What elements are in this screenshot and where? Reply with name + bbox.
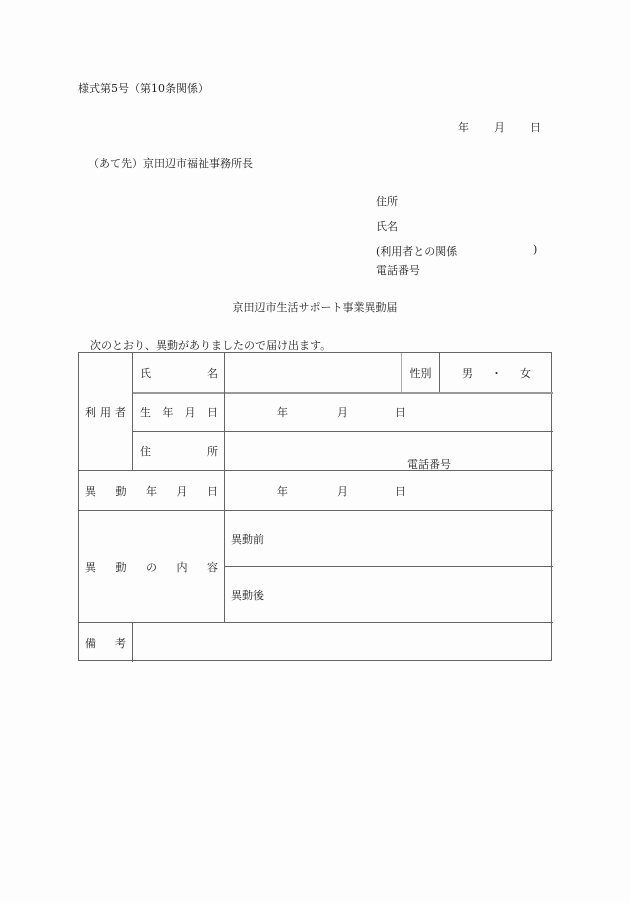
birthdate-field[interactable] bbox=[225, 393, 553, 431]
addressee: （あて先）京田辺市福祉事務所長 bbox=[88, 157, 253, 170]
label-char: 内 bbox=[176, 560, 188, 574]
label-char: 用 bbox=[100, 405, 111, 419]
gender-label: 性別 bbox=[409, 366, 432, 380]
applicant-address-label: 住所 bbox=[376, 195, 398, 208]
date-month: 月 bbox=[494, 121, 505, 134]
remarks-field[interactable] bbox=[133, 623, 553, 662]
label-char: 名 bbox=[207, 366, 218, 380]
label-char: 日 bbox=[206, 406, 218, 419]
applicant-phone-label: 電話番号 bbox=[376, 264, 420, 277]
label-char: 日 bbox=[207, 484, 218, 498]
label-char: 異 bbox=[85, 560, 96, 574]
gender-female[interactable]: 女 bbox=[520, 366, 531, 380]
address-phone-label: 電話番号 bbox=[407, 458, 451, 471]
label-char: の bbox=[146, 560, 157, 574]
change-date-label bbox=[85, 471, 218, 510]
label-char: 容 bbox=[207, 560, 218, 574]
name-field[interactable] bbox=[225, 353, 401, 392]
gender-separator: ・ bbox=[491, 366, 502, 380]
date-day: 日 bbox=[530, 121, 541, 134]
birth-day: 日 bbox=[395, 406, 406, 419]
user-group-label bbox=[85, 353, 126, 470]
label-char: 動 bbox=[115, 560, 127, 574]
gender-field[interactable] bbox=[440, 353, 553, 392]
date-year: 年 bbox=[458, 121, 469, 134]
change-date-field[interactable] bbox=[225, 471, 553, 510]
gender-male[interactable]: 男 bbox=[462, 366, 473, 380]
birthdate-label bbox=[140, 393, 218, 431]
label-char: 年 bbox=[162, 406, 174, 419]
before-field[interactable] bbox=[231, 511, 553, 566]
label-char: 考 bbox=[115, 636, 126, 650]
label-char: 年 bbox=[146, 484, 157, 498]
change-year: 年 bbox=[277, 484, 288, 498]
before-label: 異動前 bbox=[231, 532, 264, 546]
change-month: 月 bbox=[337, 484, 348, 498]
remarks-label bbox=[85, 623, 126, 662]
label-char: 利 bbox=[85, 405, 96, 419]
label-char: 氏 bbox=[140, 366, 151, 380]
applicant-relation-label: (利用者との関係 bbox=[376, 245, 458, 258]
birth-year: 年 bbox=[277, 406, 288, 419]
label-char: 動 bbox=[115, 484, 127, 498]
address-label bbox=[140, 432, 218, 470]
label-char: 所 bbox=[207, 445, 218, 458]
change-content-label bbox=[85, 511, 218, 622]
label-char: 備 bbox=[85, 636, 96, 650]
name-label bbox=[140, 353, 218, 392]
label-char: 異 bbox=[85, 484, 96, 498]
birth-month: 月 bbox=[337, 406, 348, 419]
label-char: 月 bbox=[184, 406, 196, 419]
form-number: 様式第5号（第10条関係） bbox=[78, 82, 209, 95]
after-field[interactable] bbox=[231, 567, 553, 622]
label-char: 者 bbox=[115, 405, 126, 419]
applicant-name-label: 氏名 bbox=[376, 220, 398, 233]
label-char: 生 bbox=[140, 406, 151, 419]
change-day: 日 bbox=[395, 484, 406, 498]
change-form-table bbox=[78, 352, 552, 661]
intro-text: 次のとおり、異動がありましたので届け出ます。 bbox=[90, 339, 332, 352]
address-field[interactable] bbox=[225, 432, 553, 470]
after-label: 異動後 bbox=[231, 588, 264, 602]
label-char: 月 bbox=[176, 484, 188, 498]
applicant-relation-close: ) bbox=[533, 243, 538, 256]
document-title: 京田辺市生活サポート事業異動届 bbox=[232, 301, 398, 314]
label-char: 住 bbox=[140, 445, 151, 458]
